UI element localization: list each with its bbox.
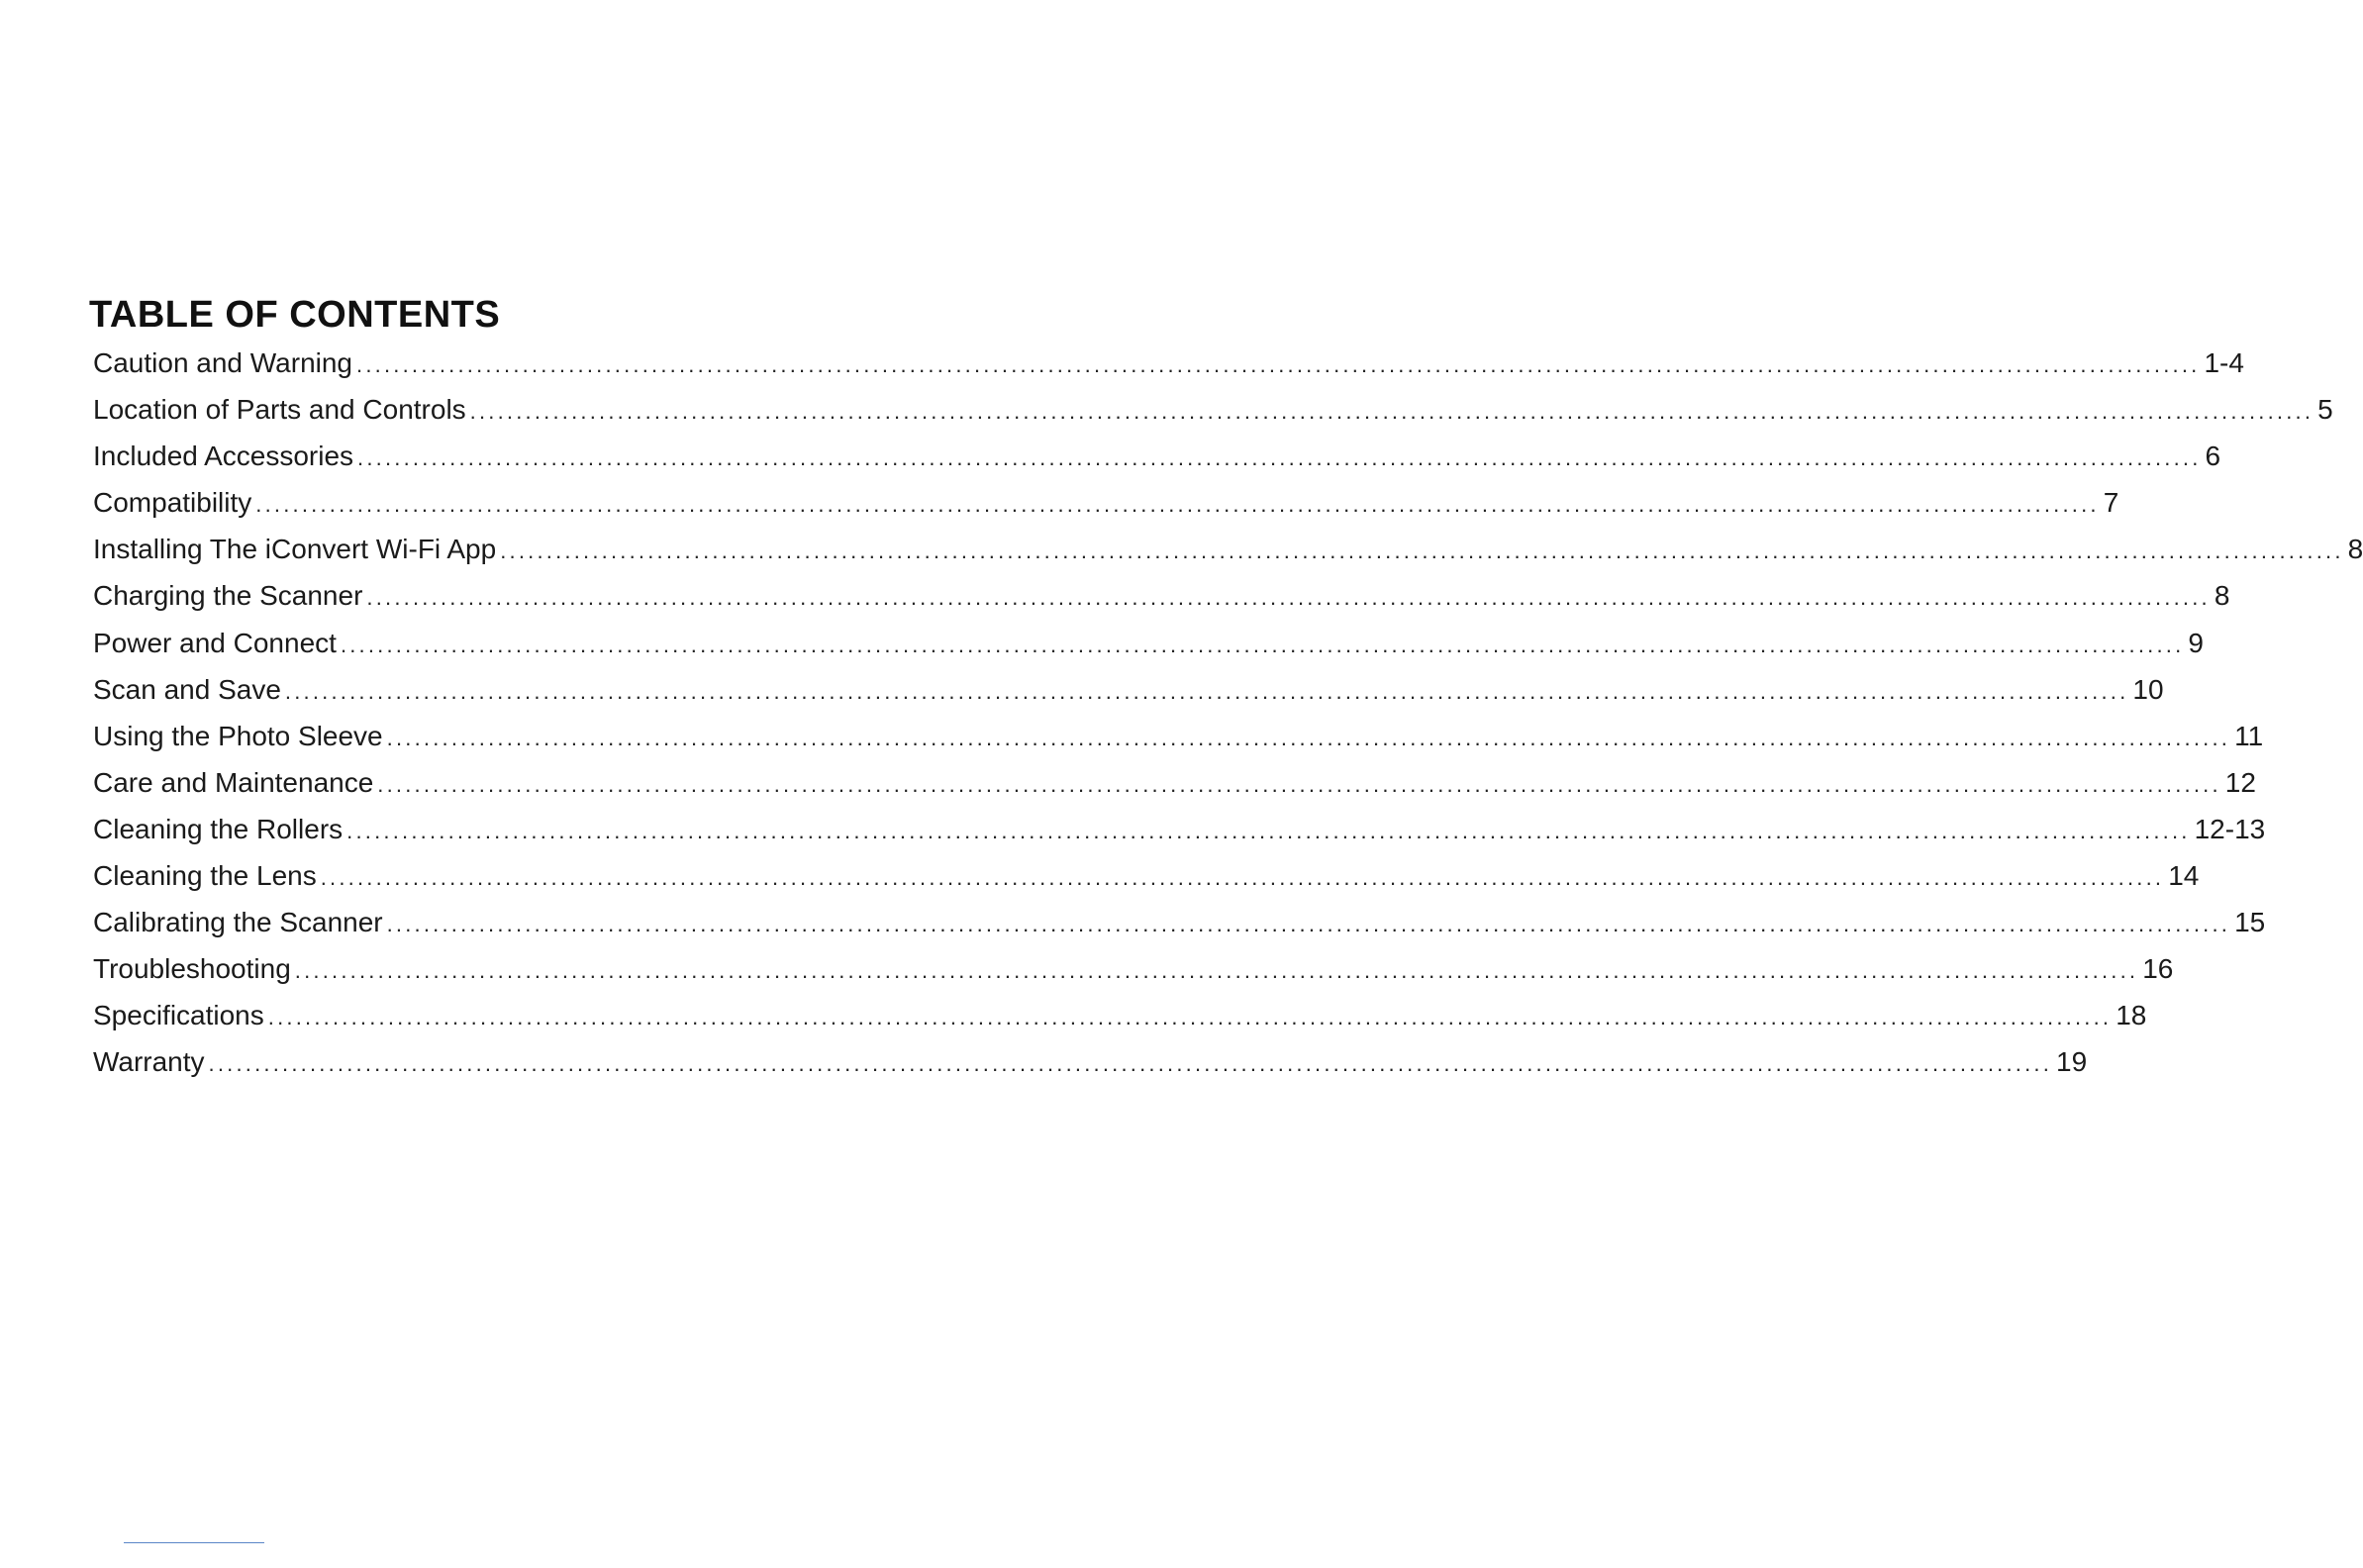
toc-entry-page: 6 xyxy=(2205,441,2221,472)
toc-entry-label: Calibrating the Scanner xyxy=(93,907,383,938)
dot-leader: ........................................................................................................................................................................................................ xyxy=(340,632,2185,657)
toc-entry[interactable] xyxy=(93,620,2204,666)
toc-entry-label: Power and Connect xyxy=(93,627,337,658)
toc-entry-page: 12 xyxy=(2224,766,2256,798)
toc-entry-label: Included Accessories xyxy=(93,441,354,472)
link-underline xyxy=(124,1542,264,1543)
dot-leader: ........................................................................................................................................................................................................ xyxy=(356,352,2201,377)
toc-entry[interactable] xyxy=(93,433,2221,479)
toc-entry-page: 9 xyxy=(2188,627,2204,658)
toc-entry[interactable] xyxy=(93,899,2266,945)
dot-leader: ........................................................................................................................................................................................................ xyxy=(500,539,2344,564)
toc-entry-label: Care and Maintenance xyxy=(93,766,374,798)
dot-leader: ........................................................................................................................................................................................................ xyxy=(284,678,2129,704)
dot-leader: ........................................................................................................................................................................................................ xyxy=(346,818,2191,843)
toc-entry[interactable] xyxy=(93,666,2164,713)
toc-entry-page: 1-4 xyxy=(2204,347,2244,378)
toc-entry-page: 18 xyxy=(2116,1000,2147,1031)
toc-entry[interactable] xyxy=(93,572,2230,619)
dot-leader: ........................................................................................................................................................................................................ xyxy=(357,445,2202,471)
toc-entry-page: 14 xyxy=(2168,860,2200,892)
toc-entry[interactable] xyxy=(93,852,2200,899)
toc-entry-page: 15 xyxy=(2234,907,2266,938)
toc-entry[interactable] xyxy=(93,386,2333,433)
toc-entry[interactable] xyxy=(93,806,2266,852)
toc-entry-label: Scan and Save xyxy=(93,673,281,705)
toc-entry-label: Troubleshooting xyxy=(93,953,291,985)
toc-entry[interactable] xyxy=(93,479,2119,526)
dot-leader: ........................................................................................................................................................................................................ xyxy=(469,399,2314,425)
page-title: TABLE OF CONTENTS xyxy=(89,294,501,336)
toc-entry-page: 5 xyxy=(2317,394,2333,426)
dot-leader: ........................................................................................................................................................................................................ xyxy=(294,958,2139,984)
toc-entry[interactable] xyxy=(93,340,2244,386)
toc-entry-label: Caution and Warning xyxy=(93,347,353,378)
toc-list xyxy=(93,340,2363,1086)
toc-entry-page: 10 xyxy=(2132,673,2164,705)
toc-entry[interactable] xyxy=(93,713,2264,759)
toc-entry-page: 12-13 xyxy=(2194,813,2266,844)
dot-leader: ........................................................................................................................................................................................................ xyxy=(386,912,2231,937)
toc-entry-label: Compatibility xyxy=(93,487,252,519)
dot-leader: ........................................................................................................................................................................................................ xyxy=(320,865,2165,891)
toc-entry-label: Cleaning the Rollers xyxy=(93,813,344,844)
toc-entry-label: Specifications xyxy=(93,1000,264,1031)
toc-entry-label: Location of Parts and Controls xyxy=(93,394,466,426)
toc-entry-label: Installing The iConvert Wi-Fi App xyxy=(93,534,497,565)
toc-entry-label: Using the Photo Sleeve xyxy=(93,720,383,751)
toc-entry-page: 8 xyxy=(2214,580,2230,612)
toc-entry[interactable] xyxy=(93,1038,2088,1085)
dot-leader: ........................................................................................................................................................................................................ xyxy=(377,771,2221,797)
dot-leader: ........................................................................................................................................................................................................ xyxy=(366,585,2211,611)
toc-entry-label: Warranty xyxy=(93,1046,205,1078)
toc-entry-page: 7 xyxy=(2103,487,2119,519)
dot-leader: ........................................................................................................................................................................................................ xyxy=(255,492,2100,518)
toc-entry-page: 19 xyxy=(2056,1046,2088,1078)
toc-entry[interactable] xyxy=(93,992,2147,1038)
dot-leader: ........................................................................................................................................................................................................ xyxy=(208,1051,2053,1077)
dot-leader: ........................................................................................................................................................................................................ xyxy=(267,1005,2113,1030)
toc-entry[interactable] xyxy=(93,945,2174,992)
toc-entry[interactable] xyxy=(93,526,2363,572)
dot-leader: ........................................................................................................................................................................................................ xyxy=(386,725,2231,750)
toc-entry-label: Charging the Scanner xyxy=(93,580,363,612)
toc-entry[interactable] xyxy=(93,759,2256,806)
toc-entry-label: Cleaning the Lens xyxy=(93,860,317,892)
toc-entry-page: 16 xyxy=(2142,953,2174,985)
toc-entry-page: 8 xyxy=(2347,534,2363,565)
toc-entry-page: 11 xyxy=(2234,720,2264,751)
